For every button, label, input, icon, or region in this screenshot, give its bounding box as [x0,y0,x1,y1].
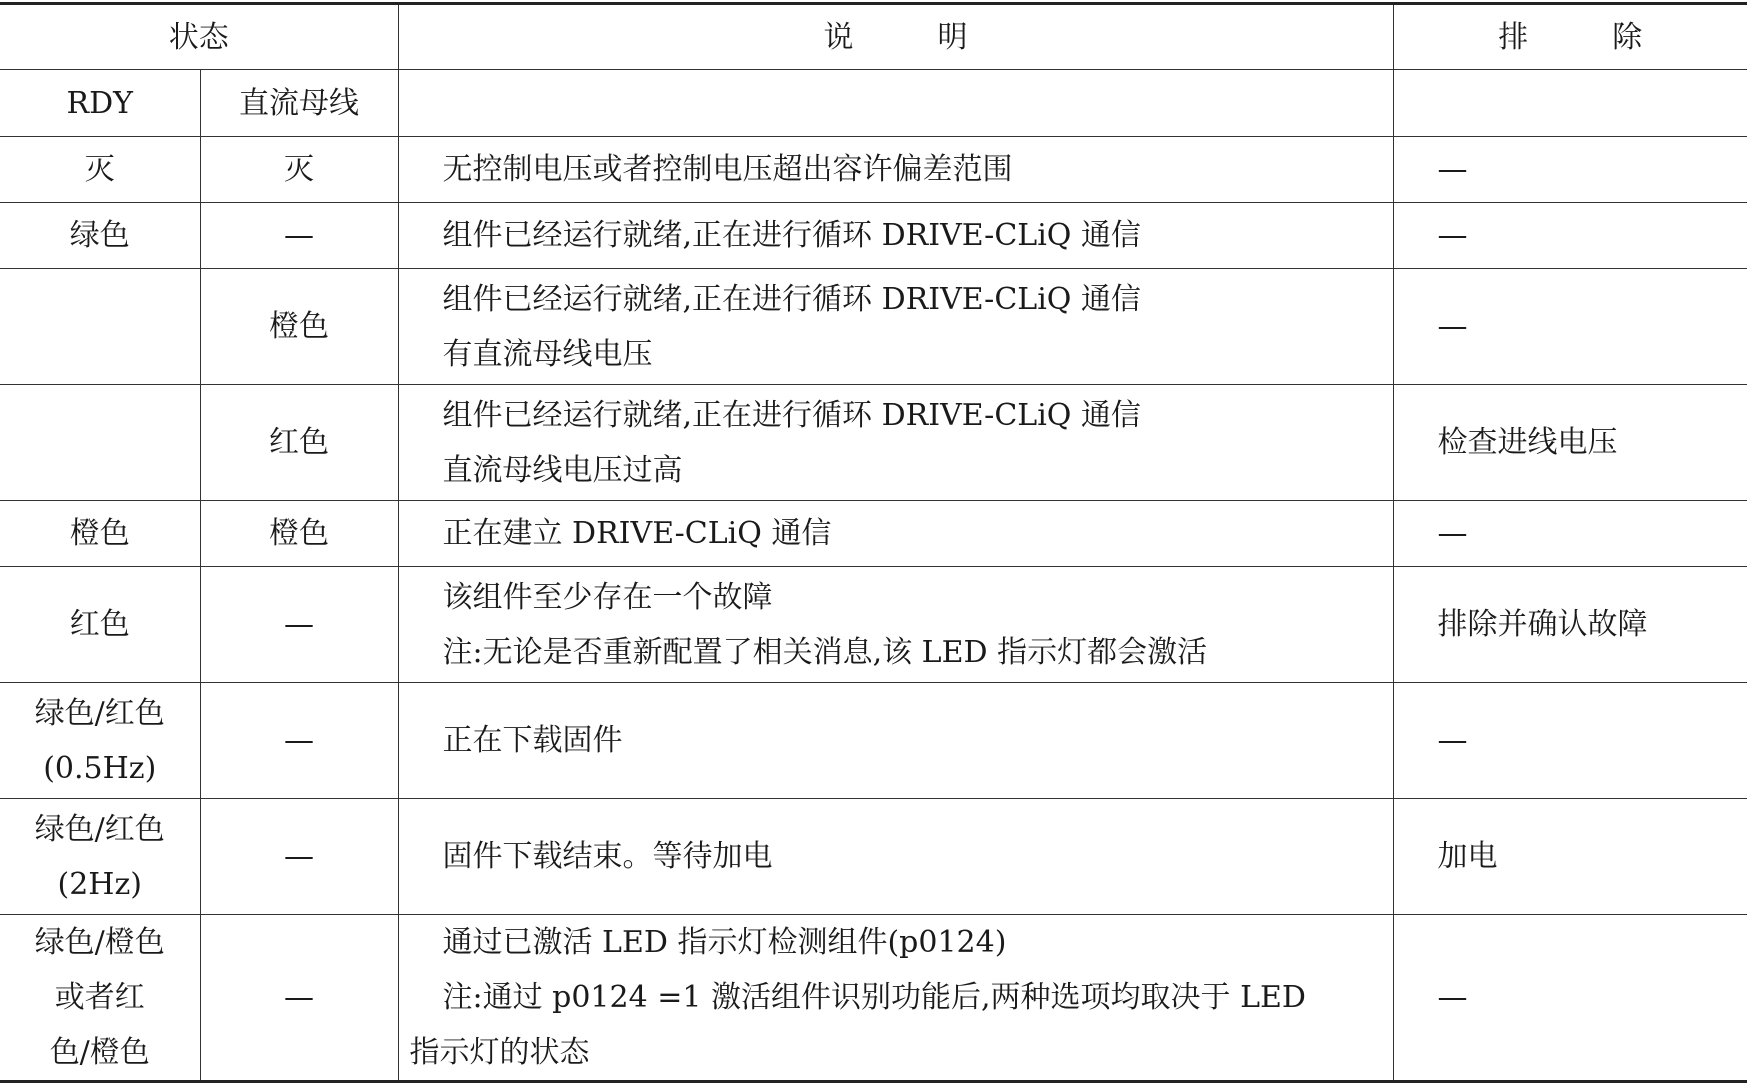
table-row [0,203,1747,269]
dc-cell [200,385,398,501]
fix-cell [1393,203,1747,269]
table-header-row [0,4,1747,70]
table-row [0,683,1747,799]
fix-cell [1393,137,1747,203]
desc-text: 无控制电压或者控制电压超出容许偏差范围 [443,142,1385,197]
header-status-label: 状态 [169,20,229,55]
header-description [398,4,1393,70]
rdy-text: 灭 [0,142,200,197]
rdy-cell [0,567,200,683]
dc-text: — [201,713,398,768]
fix-text: — [1438,506,1747,561]
rdy-cell [0,385,200,501]
desc-cell [398,567,1393,683]
rdy-cell [0,683,200,799]
fix-cell [1393,385,1747,501]
desc-text: 组件已经运行就绪,正在进行循环 DRIVE-CLiQ 通信 [443,272,1385,327]
desc-text: 注:无论是否重新配置了相关消息,该 LED 指示灯都会激活 [443,625,1385,680]
table-row [0,567,1747,683]
desc-text: 组件已经运行就绪,正在进行循环 DRIVE-CLiQ 通信 [443,388,1385,443]
rdy-text: 绿色/红色 [0,802,200,857]
table-row [0,501,1747,567]
dc-cell [200,683,398,799]
desc-text: 固件下载结束。等待加电 [443,829,1385,884]
subheader-dc-link-label: 直流母线 [239,86,359,121]
fix-cell [1393,501,1747,567]
fix-cell [1393,799,1747,915]
rdy-text: (0.5Hz) [0,741,200,796]
rdy-text: 绿色/红色 [0,686,200,741]
fix-cell [1393,683,1747,799]
fix-text: — [1438,299,1747,354]
header-remedy-char-2: 除 [1612,20,1642,55]
subheader-dc-link [200,70,398,137]
rdy-text: 绿色/橙色 [0,915,200,970]
rdy-cell [0,269,200,385]
rdy-cell [0,915,200,1082]
rdy-cell [0,799,200,915]
desc-cell [398,385,1393,501]
dc-cell [200,203,398,269]
table-row [0,137,1747,203]
desc-cell [398,501,1393,567]
rdy-text: 或者红 [0,970,200,1025]
fix-cell [1393,567,1747,683]
desc-cell [398,269,1393,385]
table-row [0,799,1747,915]
dc-cell [200,137,398,203]
table-row [0,385,1747,501]
rdy-text: 红色 [0,597,200,652]
header-description-char-2: 明 [938,20,968,55]
dc-text: 灭 [201,142,398,197]
fix-text: — [1438,970,1747,1025]
rdy-cell [0,501,200,567]
desc-text: 通过已激活 LED 指示灯检测组件(p0124) [443,915,1385,970]
fix-cell [1393,915,1747,1082]
rdy-cell [0,137,200,203]
dc-text: 红色 [201,415,398,470]
fix-text: 加电 [1438,829,1747,884]
dc-text: — [201,829,398,884]
dc-text: — [201,597,398,652]
subheader-rdy-label: RDY [67,86,133,121]
fix-text: — [1438,713,1747,768]
rdy-text: 色/橙色 [0,1025,200,1080]
table-row [0,915,1747,1082]
led-status-table [0,2,1747,1083]
fix-text: 检查进线电压 [1438,415,1747,470]
desc-text: 有直流母线电压 [443,327,1385,382]
dc-text: — [201,208,398,263]
dc-cell [200,799,398,915]
desc-cell [398,915,1393,1082]
dc-text: 橙色 [201,299,398,354]
desc-cell [398,683,1393,799]
fix-text: — [1438,142,1747,197]
fix-cell [1393,269,1747,385]
header-remedy [1393,4,1747,70]
desc-cell [398,203,1393,269]
desc-text: 直流母线电压过高 [443,443,1385,498]
header-remedy-char-1: 排 [1498,20,1528,55]
rdy-text: 绿色 [0,208,200,263]
fix-text: 排除并确认故障 [1438,597,1747,652]
subheader-fix-empty [1393,70,1747,137]
header-description-char-1: 说 [824,20,854,55]
desc-text: 正在建立 DRIVE-CLiQ 通信 [443,506,1385,561]
desc-cell [398,799,1393,915]
dc-cell [200,269,398,385]
header-status [0,4,398,70]
rdy-cell [0,203,200,269]
table-subheader-row [0,70,1747,137]
dc-cell [200,915,398,1082]
desc-text: 正在下载固件 [443,713,1385,768]
dc-cell [200,567,398,683]
dc-text: 橙色 [201,506,398,561]
rdy-text: (2Hz) [0,857,200,912]
dc-text: — [201,970,398,1025]
subheader-rdy [0,70,200,137]
desc-text: 组件已经运行就绪,正在进行循环 DRIVE-CLiQ 通信 [443,208,1385,263]
desc-text: 指示灯的状态 [410,1025,1385,1080]
rdy-text: 橙色 [0,506,200,561]
fix-text: — [1438,208,1747,263]
desc-text: 该组件至少存在一个故障 [443,570,1385,625]
table-row [0,269,1747,385]
dc-cell [200,501,398,567]
desc-cell [398,137,1393,203]
subheader-desc-empty [398,70,1393,137]
desc-text: 注:通过 p0124 =1 激活组件识别功能后,两种选项均取决于 LED [443,970,1385,1025]
